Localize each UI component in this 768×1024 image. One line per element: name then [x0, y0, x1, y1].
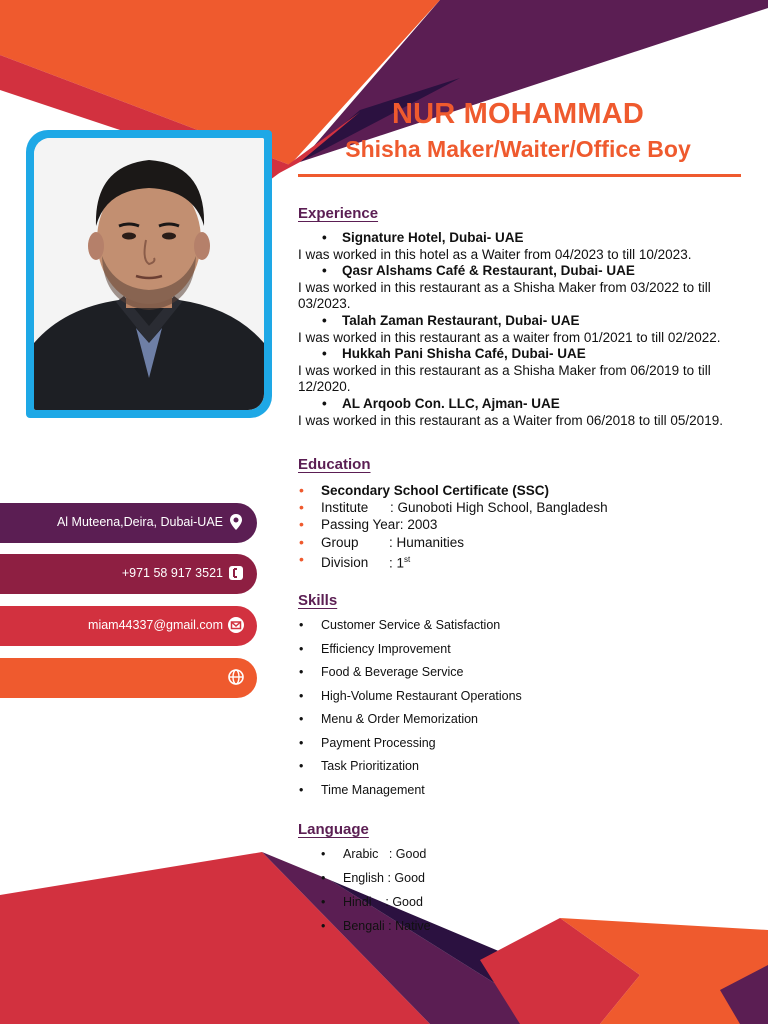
- skill-item: • Food & Beverage Service: [298, 663, 748, 687]
- edu-group: • Group : Humanities: [298, 534, 748, 551]
- job-description: I was worked in this restaurant as a waiter from 01/2021 to till 02/2022.: [298, 329, 721, 345]
- contact-address: Al Muteena,Deira, Dubai-UAE: [56, 515, 223, 529]
- skill-item: • Time Management: [298, 781, 748, 805]
- skill-item: • Menu & Order Memorization: [298, 710, 748, 734]
- candidate-name: NUR MOHAMMAD: [391, 98, 645, 130]
- experience-section: [298, 205, 748, 429]
- job-title: • Qasr Alshams Café & Restaurant, Dubai- UAE: [298, 263, 748, 280]
- edu-passing-year: • Passing Year: 2003: [298, 516, 748, 533]
- language-section: [298, 821, 748, 941]
- job-description: I was worked in this restaurant as a Shisha Maker from 03/2022 to till 03/2023.: [298, 279, 711, 312]
- skills-section: [298, 592, 748, 804]
- job-description: I was worked in this restaurant as a Waiter from 06/2018 to till 05/2019.: [298, 412, 723, 428]
- job-title: • Talah Zaman Restaurant, Dubai- UAE: [298, 313, 748, 330]
- phone-icon: [227, 564, 245, 582]
- envelope-icon: [227, 616, 245, 634]
- location-pin-icon: [227, 513, 245, 531]
- language-item: • Arabic : Good: [298, 845, 748, 869]
- profile-photo: [34, 138, 264, 410]
- contact-web-bar: [0, 658, 257, 698]
- candidate-title: Shisha Maker/Waiter/Office Boy: [345, 136, 691, 162]
- job-title: • Signature Hotel, Dubai- UAE: [298, 230, 748, 247]
- skill-item: • High-Volume Restaurant Operations: [298, 687, 748, 711]
- language-heading: Language: [298, 821, 369, 838]
- language-item: • Bengali : Native: [298, 917, 748, 941]
- language-item: • English : Good: [298, 869, 748, 893]
- skill-item: • Customer Service & Satisfaction: [298, 616, 748, 640]
- job-title: • Hukkah Pani Shisha Café, Dubai- UAE: [298, 346, 748, 363]
- contact-phone-bar: [0, 554, 257, 594]
- job-description: I was worked in this hotel as a Waiter from 04/2023 to till 10/2023.: [298, 246, 692, 262]
- contact-email[interactable]: miam44337@gmail.com: [88, 618, 223, 632]
- language-item: • Hindi : Good: [298, 893, 748, 917]
- header-divider: [298, 174, 741, 177]
- skills-heading: Skills: [298, 592, 338, 609]
- education-heading: Education: [298, 456, 371, 473]
- experience-heading: Experience: [298, 205, 379, 222]
- skill-item: • Task Prioritization: [298, 757, 748, 781]
- contact-address-bar: [0, 503, 257, 543]
- globe-icon[interactable]: [227, 668, 245, 686]
- contact-email-bar: [0, 606, 257, 646]
- edu-division: • Division : 1st: [298, 551, 748, 572]
- job-title: • AL Arqoob Con. LLC, Ajman- UAE: [298, 396, 748, 413]
- skill-item: • Efficiency Improvement: [298, 640, 748, 664]
- edu-certificate: • Secondary School Certificate (SSC): [298, 482, 748, 499]
- education-section: [298, 456, 748, 572]
- job-description: I was worked in this restaurant as a Shisha Maker from 06/2019 to till 12/2020.: [298, 362, 711, 395]
- skill-item: • Payment Processing: [298, 734, 748, 758]
- profile-photo-frame: [26, 130, 272, 418]
- contact-phone[interactable]: +971 58 917 3521: [121, 566, 223, 580]
- edu-institute: • Institute : Gunoboti High School, Bangladesh: [298, 499, 748, 516]
